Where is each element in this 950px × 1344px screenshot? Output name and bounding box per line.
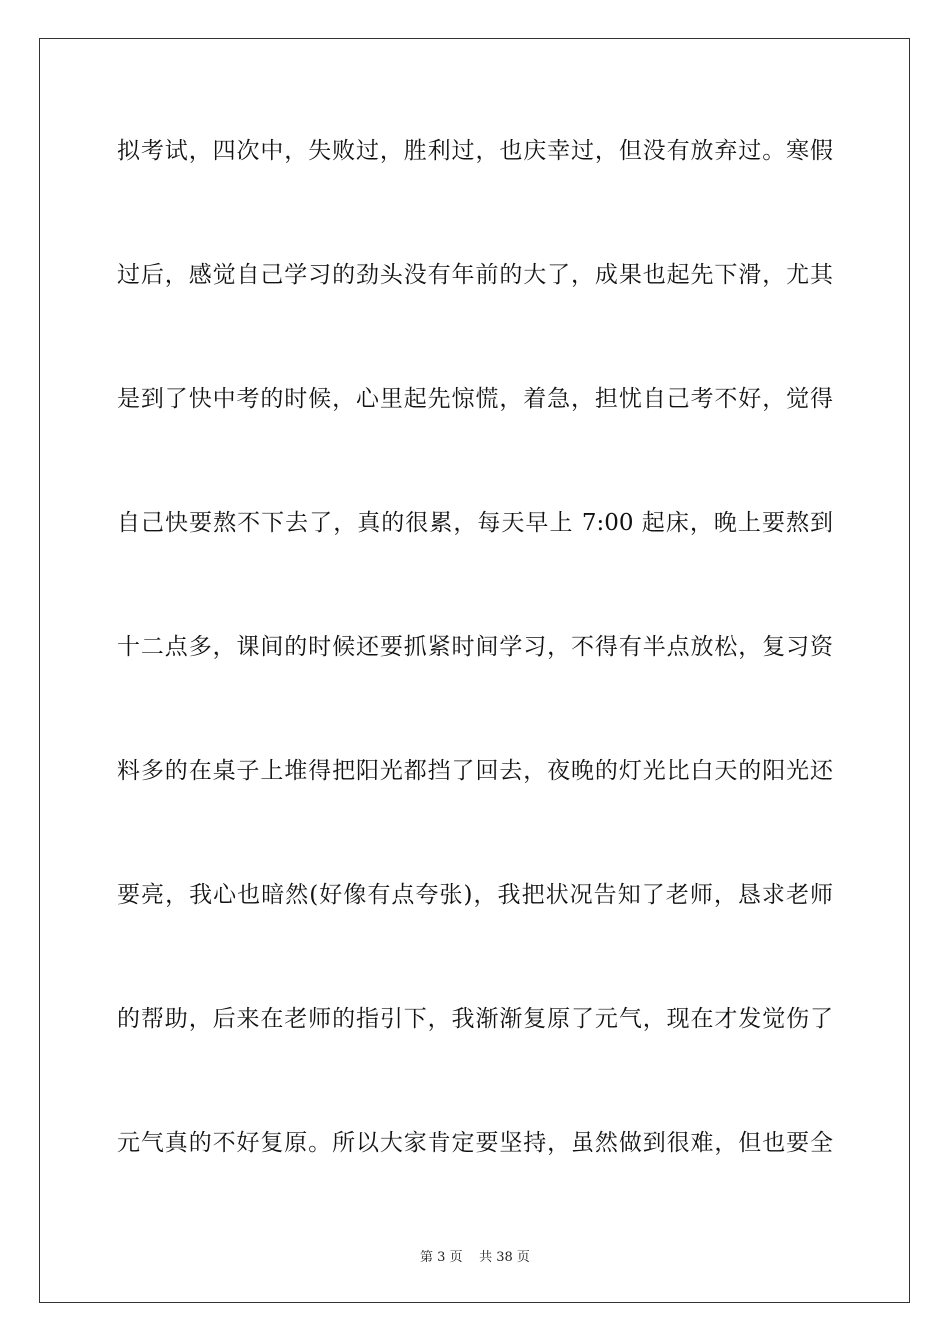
page-footer — [0, 1246, 950, 1265]
text-line-3: 是到了快中考的时候，心里起先惊慌，着急，担忧自己考不好，觉得 — [117, 386, 833, 412]
text-line-2: 过后，感觉自己学习的劲头没有年前的大了，成果也起先下滑，尤其 — [117, 262, 833, 288]
page-number: 第 3 页 — [420, 1250, 463, 1265]
text-line-4: 自己快要熬不下去了，真的很累，每天早上 7:00 起床，晚上要熬到 — [117, 510, 833, 536]
page-total: 共 38 页 — [479, 1250, 530, 1265]
text-line-1: 拟考试，四次中，失败过，胜利过，也庆幸过，但没有放弃过。寒假 — [117, 138, 833, 164]
text-line-8: 的帮助，后来在老师的指引下，我渐渐复原了元气，现在才发觉伤了 — [117, 1006, 833, 1032]
text-line-5: 十二点多，课间的时候还要抓紧时间学习，不得有半点放松，复习资 — [117, 634, 833, 660]
text-line-9: 元气真的不好复原。所以大家肯定要坚持，虽然做到很难，但也要全 — [117, 1130, 833, 1156]
text-line-6: 料多的在桌子上堆得把阳光都挡了回去，夜晚的灯光比白天的阳光还 — [117, 758, 833, 784]
text-line-7: 要亮，我心也暗然(好像有点夸张)，我把状况告知了老师，恳求老师 — [117, 882, 833, 908]
page-border — [39, 38, 910, 1303]
